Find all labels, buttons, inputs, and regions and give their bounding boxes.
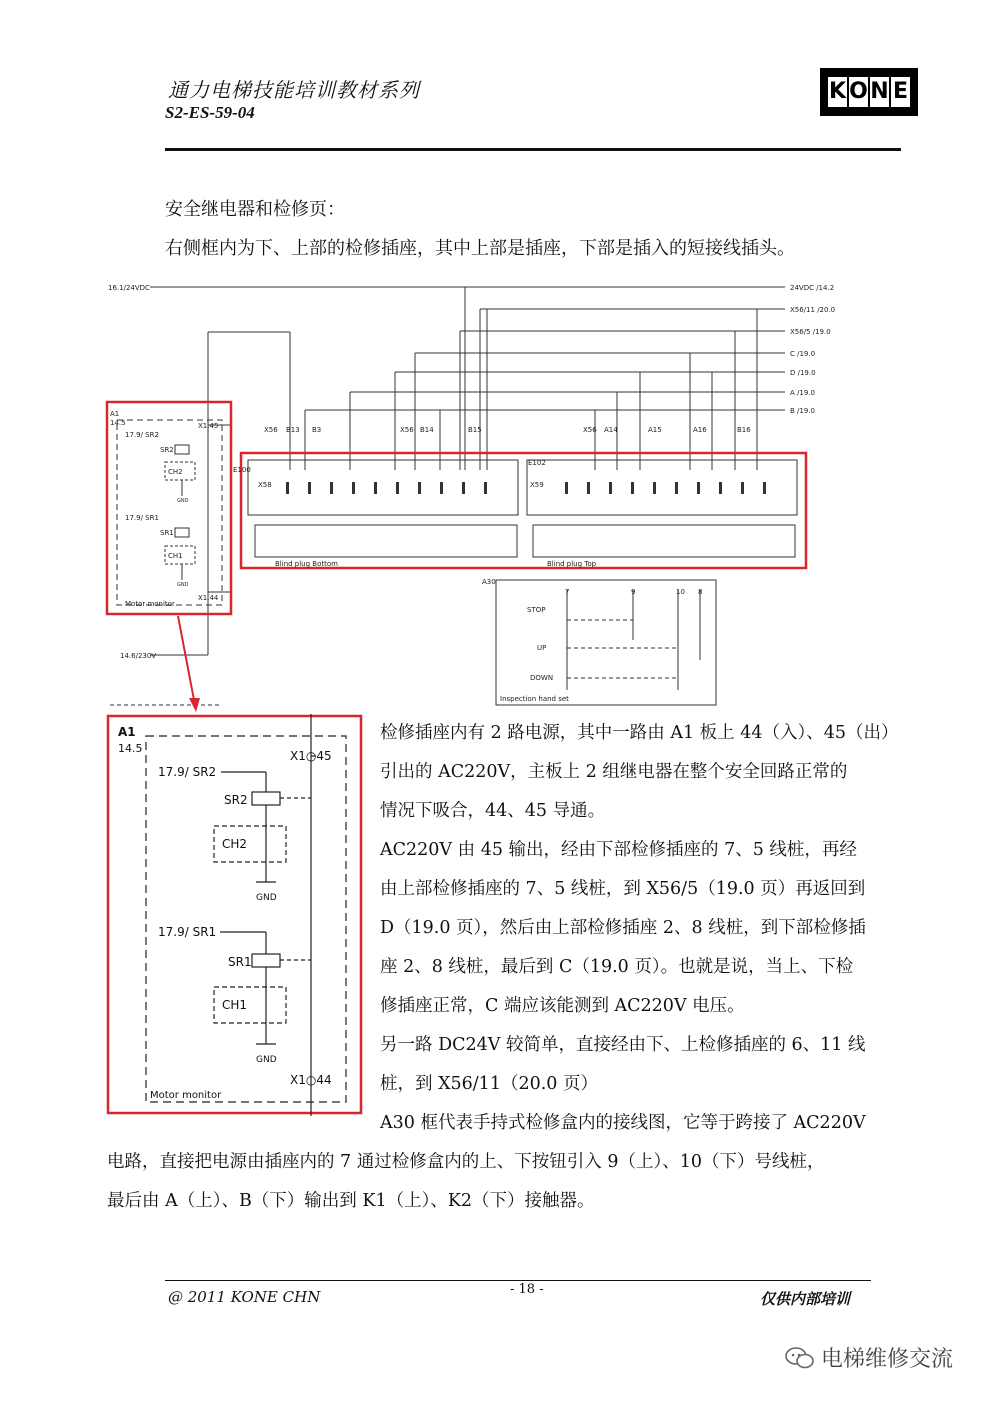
document-code: S2-ES-59-04 [165,103,255,122]
watermark-text: 电梯维修交流 [821,1347,954,1372]
logo-letter: K [828,77,847,107]
plug-right-id: E102 [528,459,546,467]
zoom-gnd-top: GND [256,893,277,903]
plug-highlight-box [241,453,806,568]
plug-pin-row [286,482,766,494]
intro-line-2: 右侧框内为下、上部的检修插座，其中上部是插座，下部是插入的短接线插头。 [165,238,795,259]
zoom-sr1: SR1 [228,955,252,969]
wire-label: A15 [648,426,662,434]
page-number: - 18 - [510,1282,544,1297]
wire-label: X56 [583,426,597,434]
logo-letter: O [849,77,868,107]
body-line: 最后由 A（上）、B（下）输出到 K1（上）、K2（下）接触器。 [107,1191,595,1211]
zoom-ch1: CH1 [222,998,248,1012]
intro-line-1: 安全继电器和检修页： [165,199,345,220]
body-paragraph-2 [380,831,908,1026]
body-paragraph-3 [380,1026,908,1104]
a30-stop: STOP [527,606,546,614]
a1-sr1: SR1 [160,529,174,537]
zoom-x144: X1○44 [290,1073,332,1087]
wire-label: B14 [420,426,434,434]
wechat-icon [785,1346,815,1370]
body-line: 座 2、8 线桩，最后到 C（19.0 页）。也就是说，当上、下检 [380,957,854,977]
a1-ch2: CH2 [168,468,183,476]
zoom-gnd-bottom: GND [256,1055,277,1065]
wire-label: A16 [693,426,707,434]
plug-left-caption: Blind plug Bottom [275,560,338,568]
zoom-ch2: CH2 [222,837,248,851]
label-right-2: X56/5 /19.0 [790,328,831,336]
a1-sr1-ref: 17.9/ SR1 [125,514,159,522]
a1-x145: X1.45 [198,422,219,430]
wire-label: B16 [737,426,751,434]
zoom-caption: Motor monitor [150,1090,222,1101]
wire-label: B13 [286,426,300,434]
a1-caption: Motor monitor [125,600,175,608]
body-line: 由上部检修插座的 7、5 线桩，到 X56/5（19.0 页）再返回到 [380,879,866,899]
wire-label: A14 [604,426,618,434]
wechat-watermark [785,1342,953,1373]
a1-zoom-diagram [106,714,364,1116]
label-230v-left: 14.6/230V [120,652,157,660]
body-paragraph-4-rest [107,1143,907,1221]
body-line: 情况下吸合，44、45 导通。 [380,801,606,821]
a30-pin: 7 [565,588,570,596]
zoom-sr1-ref: 17.9/ SR1 [158,925,217,939]
label-right-4: D /19.0 [790,369,816,377]
plug-x58: X58 [258,481,272,489]
series-title: 通力电梯技能培训教材系列 [168,78,420,102]
zoom-arrow [178,616,194,700]
footer-copyright: @ 2011 KONE CHN [168,1288,321,1306]
a30-caption: Inspection hand set [500,695,569,703]
a30-pin: 9 [631,588,636,596]
label-right-0: 24VDC /14.2 [790,284,835,292]
logo-letter: E [891,77,910,107]
a30-pin: 8 [698,588,703,596]
label-right-6: B /19.0 [790,407,815,415]
plug-right-caption: Blind plug Top [547,560,597,568]
footer-rule [165,1280,871,1281]
zoom-x145: X1○45 [290,749,332,763]
a1-gnd-bottom: GND [177,582,189,588]
label-24vdc-left: 16.1/24VDC [108,284,150,292]
zoom-a1-name: A1 [118,725,136,739]
label-right-3: C /19.0 [790,350,816,358]
a30-down: DOWN [530,674,554,682]
wire-label: B3 [312,426,322,434]
a1-gnd-top: GND [177,498,189,504]
wire-label: X56 [264,426,278,434]
body-line: 修插座正常，C 端应该能测到 AC220V 电压。 [380,996,745,1016]
wire-label: X56 [400,426,414,434]
body-line: 电路，直接把电源由插座内的 7 通过检修盒内的上、下按钮引入 9（上）、10（下）号线桩， [107,1152,825,1172]
body-line: D（19.0 页），然后由上部检修插座 2、8 线桩，到下部检修插 [380,918,866,938]
a1-ref: 14.5 [110,419,126,427]
label-right-1: X56/11 /20.0 [790,306,836,314]
a1-name: A1 [110,410,120,418]
body-line: AC220V 由 45 输出，经由下部检修插座的 7、5 线桩，再经 [380,840,857,860]
plug-left-id: E100 [233,466,251,474]
body-line: 检修插座内有 2 路电源，其中一路由 A1 板上 44（入）、45（出） [380,723,899,743]
zoom-sr2-ref: 17.9/ SR2 [158,765,217,779]
zoom-sr2: SR2 [224,793,248,807]
a30-pin: 10 [676,588,685,596]
footer-internal-note: 仅供内部培训 [760,1290,851,1308]
logo-letter: N [870,77,889,107]
body-line: 引出的 AC220V，主板上 2 组继电器在整个安全回路正常的 [380,762,848,782]
plug-x59: X59 [530,481,544,489]
label-right-5: A /19.0 [790,389,815,397]
a1-x144: X1.44 [198,594,219,602]
body-paragraph-4-first: A30 框代表手持式检修盒内的接线图，它等于跨接了 AC220V [380,1113,866,1133]
wire-label: B15 [468,426,482,434]
a1-sr2-ref: 17.9/ SR2 [125,431,159,439]
body-paragraph-1 [380,714,908,831]
a1-sr2: SR2 [160,446,174,454]
a30-name: A30 [482,578,496,586]
zoom-a1-ref: 14.5 [118,742,143,755]
a30-up: UP [537,644,547,652]
body-line: 桩，到 X56/11（20.0 页） [380,1074,598,1094]
a1-ch1: CH1 [168,552,183,560]
body-line: 另一路 DC24V 较简单，直接经由下、上检修插座的 6、11 线 [380,1035,866,1055]
